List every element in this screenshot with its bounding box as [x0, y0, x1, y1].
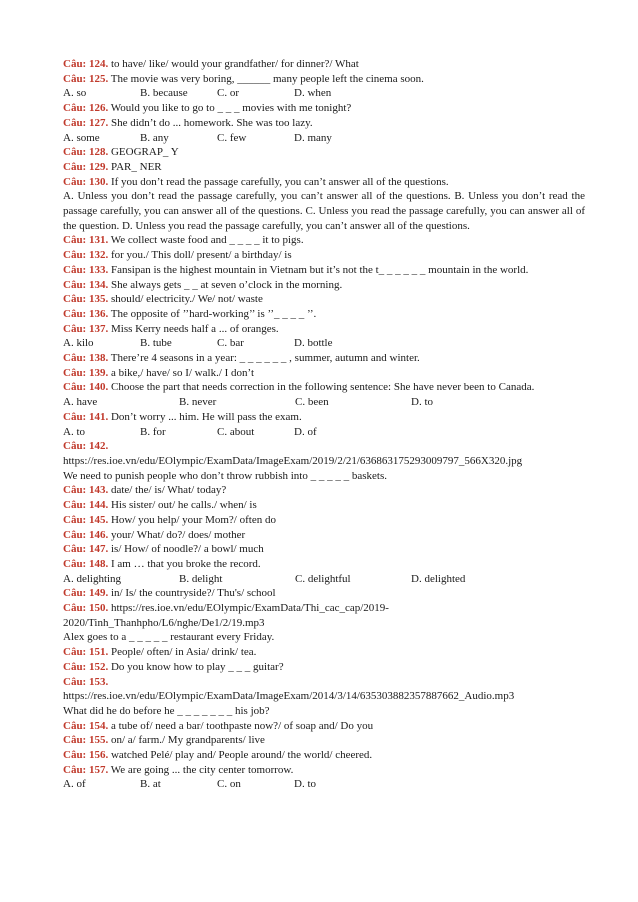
- question-number: Câu: 135.: [63, 293, 109, 306]
- question-number: Câu: 124.: [63, 58, 109, 70]
- question-number: Câu: 131.: [63, 234, 109, 247]
- answer-options: [63, 336, 585, 351]
- question-detail: What did he do before he _ _ _ _ _ _ _ his job?: [63, 704, 270, 717]
- question-item: [63, 351, 585, 366]
- question-number: Câu: 127.: [63, 116, 109, 129]
- question-number: Câu: 157.: [63, 763, 109, 776]
- question-text: to have/ like/ would your grandfather/ for dinner?/ What: [108, 58, 359, 70]
- question-item: [63, 660, 585, 675]
- answer-option: A. to: [63, 425, 85, 438]
- question-text: a tube of/ need a bar/ toothpaste now?/ of soap and/ Do you: [108, 719, 374, 732]
- answer-option: B. because: [140, 87, 188, 100]
- answer-option: B. never: [179, 396, 217, 409]
- answer-option: B. for: [140, 425, 166, 438]
- question-number: Câu: 132.: [63, 249, 109, 262]
- answer-option: B. tube: [140, 337, 172, 350]
- question-text: on/ a/ farm./ My grandparents/ live: [108, 734, 265, 747]
- question-number: Câu: 138.: [63, 352, 109, 365]
- question-item: [63, 307, 585, 322]
- question-number: Câu: 129.: [63, 160, 109, 173]
- answer-option: C. been: [295, 396, 329, 409]
- answer-options: [63, 777, 585, 792]
- question-item: [63, 410, 585, 425]
- question-text: should/ electricity./ We/ not/ waste: [108, 293, 263, 306]
- question-detail: A. Unless you don’t read the passage carefully, you can’t answer all of the questions. B. Unless you don’t read the passage carefully, you can answer all of the questions. C. Unless you read the passage carefully, you can answer all of the question. D. Unless you read the passage carefully, you can’t answer all of the questions.: [63, 190, 585, 232]
- question-number: Câu: 136.: [63, 307, 109, 320]
- question-number: Câu: 155.: [63, 734, 109, 747]
- question-detail: Alex goes to a _ _ _ _ _ restaurant every Friday.: [63, 631, 275, 644]
- question-number: Câu: 139.: [63, 366, 109, 379]
- question-item: [63, 145, 585, 160]
- answer-option: C. about: [217, 425, 255, 438]
- question-number: Câu: 143.: [63, 484, 109, 497]
- question-number: Câu: 144.: [63, 499, 109, 512]
- question-item: [63, 645, 585, 660]
- question-text: date/ the/ is/ What/ today?: [108, 484, 227, 497]
- question-text: Choose the part that needs correction in the following sentence: She have never been to Canada.: [108, 381, 535, 394]
- answer-option: B. at: [140, 778, 161, 791]
- question-detail: We need to punish people who don’t throw rubbish into _ _ _ _ _ baskets.: [63, 469, 387, 482]
- question-item: [63, 675, 585, 690]
- question-number: Câu: 154.: [63, 719, 109, 732]
- question-number: Câu: 151.: [63, 646, 109, 659]
- question-item: [63, 57, 585, 72]
- resource-url: https://res.ioe.vn/edu/EOlympic/ExamData/ImageExam/2019/2/21/636863175293009797_566X320.jpg: [63, 454, 523, 467]
- question-item: [63, 601, 585, 630]
- question-text: for you./ This doll/ present/ a birthday/ is: [108, 249, 292, 262]
- question-item: [63, 233, 585, 248]
- question-item: [63, 719, 585, 734]
- question-item: [63, 263, 585, 278]
- answer-option: D. when: [294, 87, 332, 100]
- question-number: Câu: 142.: [63, 440, 109, 453]
- question-item: [63, 498, 585, 513]
- answer-option: D. of: [294, 425, 317, 438]
- exam-document: [63, 57, 585, 792]
- question-number: Câu: 130.: [63, 175, 109, 188]
- question-item: [63, 292, 585, 307]
- answer-option: B. delight: [179, 572, 223, 585]
- question-item: [63, 248, 585, 263]
- question-number: Câu: 125.: [63, 72, 109, 85]
- question-number: Câu: 134.: [63, 278, 109, 291]
- answer-option: C. bar: [217, 337, 244, 350]
- question-text: Would you like to go to _ _ _ movies with me tonight?: [108, 102, 352, 115]
- question-text: is/ How/ of noodle?/ a bowl/ much: [108, 543, 264, 556]
- question-text: in/ Is/ the countryside?/ Thu's/ school: [108, 587, 276, 600]
- question-number: Câu: 156.: [63, 749, 109, 762]
- question-text: GEOGRAP_ Y: [108, 146, 179, 159]
- question-text: PAR_ NER: [108, 160, 162, 173]
- question-text: Fansipan is the highest mountain in Vietnam but it’s not the t_ _ _ _ _ _ mountain in the world.: [108, 263, 529, 276]
- answer-option: A. have: [63, 396, 98, 409]
- question-text: She always gets _ _ at seven o’clock in the morning.: [108, 278, 343, 291]
- question-item: [63, 116, 585, 131]
- question-text: She didn’t do ... homework. She was too lazy.: [108, 116, 313, 129]
- answer-option: A. of: [63, 778, 86, 791]
- answer-options: [63, 131, 585, 146]
- question-item: [63, 542, 585, 557]
- question-item: [63, 101, 585, 116]
- answer-options: [63, 395, 585, 410]
- answer-option: A. delighting: [63, 572, 122, 585]
- question-item: [63, 380, 585, 395]
- question-text: Do you know how to play _ _ _ guitar?: [108, 660, 284, 673]
- question-text: How/ you help/ your Mom?/ often do: [108, 513, 276, 526]
- question-item: [63, 160, 585, 175]
- question-text: https://res.ioe.vn/edu/EOlympic/ExamData/Thi_cac_cap/2019-2020/Tinh_Thanhpho/L6/nghe/De1/2/19.mp3: [63, 602, 389, 629]
- question-item: [63, 322, 585, 337]
- question-item: [63, 586, 585, 601]
- question-number: Câu: 149.: [63, 587, 109, 600]
- question-item: [63, 513, 585, 528]
- answer-option: A. some: [63, 131, 100, 144]
- question-number: Câu: 147.: [63, 543, 109, 556]
- question-item: [63, 72, 585, 87]
- question-text: His sister/ out/ he calls./ when/ is: [108, 499, 257, 512]
- question-number: Câu: 146.: [63, 528, 109, 541]
- question-number: Câu: 145.: [63, 513, 109, 526]
- answer-options: [63, 425, 585, 440]
- question-number: Câu: 126.: [63, 102, 109, 115]
- answer-option: D. delighted: [411, 572, 466, 585]
- answer-option: A. kilo: [63, 337, 94, 350]
- question-number: Câu: 128.: [63, 146, 109, 159]
- question-number: Câu: 150.: [63, 602, 109, 615]
- question-text: We are going ... the city center tomorrow.: [108, 763, 294, 776]
- question-number: Câu: 153.: [63, 675, 109, 688]
- question-text: If you don’t read the passage carefully, you can’t answer all of the questions.: [108, 175, 449, 188]
- question-item: [63, 557, 585, 572]
- question-text: watched Pelé/ play and/ People around/ the world/ cheered.: [108, 749, 373, 762]
- answer-option: C. or: [217, 87, 239, 100]
- question-number: Câu: 133.: [63, 263, 109, 276]
- question-item: [63, 763, 585, 778]
- resource-url: https://res.ioe.vn/edu/EOlympic/ExamData/ImageExam/2014/3/14/635303882357887662_Audio.mp3: [63, 690, 515, 703]
- question-number: Câu: 148.: [63, 557, 109, 570]
- answer-option: D. bottle: [294, 337, 333, 350]
- question-item: [63, 366, 585, 381]
- answer-option: C. delightful: [295, 572, 351, 585]
- question-text: Miss Kerry needs half a ... of oranges.: [108, 322, 279, 335]
- question-number: Câu: 140.: [63, 381, 109, 394]
- question-text: your/ What/ do?/ does/ mother: [108, 528, 246, 541]
- answer-option: C. on: [217, 778, 241, 791]
- answer-options: [63, 86, 585, 101]
- question-item: [63, 528, 585, 543]
- question-item: [63, 748, 585, 763]
- question-text: a bike,/ have/ so I/ walk./ I don’t: [108, 366, 255, 379]
- question-number: Câu: 137.: [63, 322, 109, 335]
- question-item: [63, 439, 585, 454]
- question-text: There’re 4 seasons in a year: _ _ _ _ _ _ , summer, autumn and winter.: [108, 352, 420, 365]
- question-number: Câu: 141.: [63, 410, 109, 423]
- question-item: [63, 278, 585, 293]
- question-text: People/ often/ in Asia/ drink/ tea.: [108, 646, 257, 659]
- question-item: [63, 483, 585, 498]
- question-text: We collect waste food and _ _ _ _ it to pigs.: [108, 234, 304, 247]
- question-item: [63, 733, 585, 748]
- question-text: I am … that you broke the record.: [108, 557, 261, 570]
- answer-option: D. many: [294, 131, 332, 144]
- answer-options: [63, 572, 585, 587]
- question-item: [63, 175, 585, 190]
- answer-option: A. so: [63, 87, 87, 100]
- answer-option: B. any: [140, 131, 169, 144]
- answer-option: C. few: [217, 131, 247, 144]
- question-text: The opposite of ’’hard-working’’ is ’’_ _ _ _ ’’.: [108, 307, 317, 320]
- answer-option: D. to: [411, 396, 433, 409]
- question-text: Don’t worry ... him. He will pass the exam.: [108, 410, 302, 423]
- question-text: The movie was very boring, ______ many people left the cinema soon.: [108, 72, 424, 85]
- answer-option: D. to: [294, 778, 316, 791]
- question-number: Câu: 152.: [63, 660, 109, 673]
